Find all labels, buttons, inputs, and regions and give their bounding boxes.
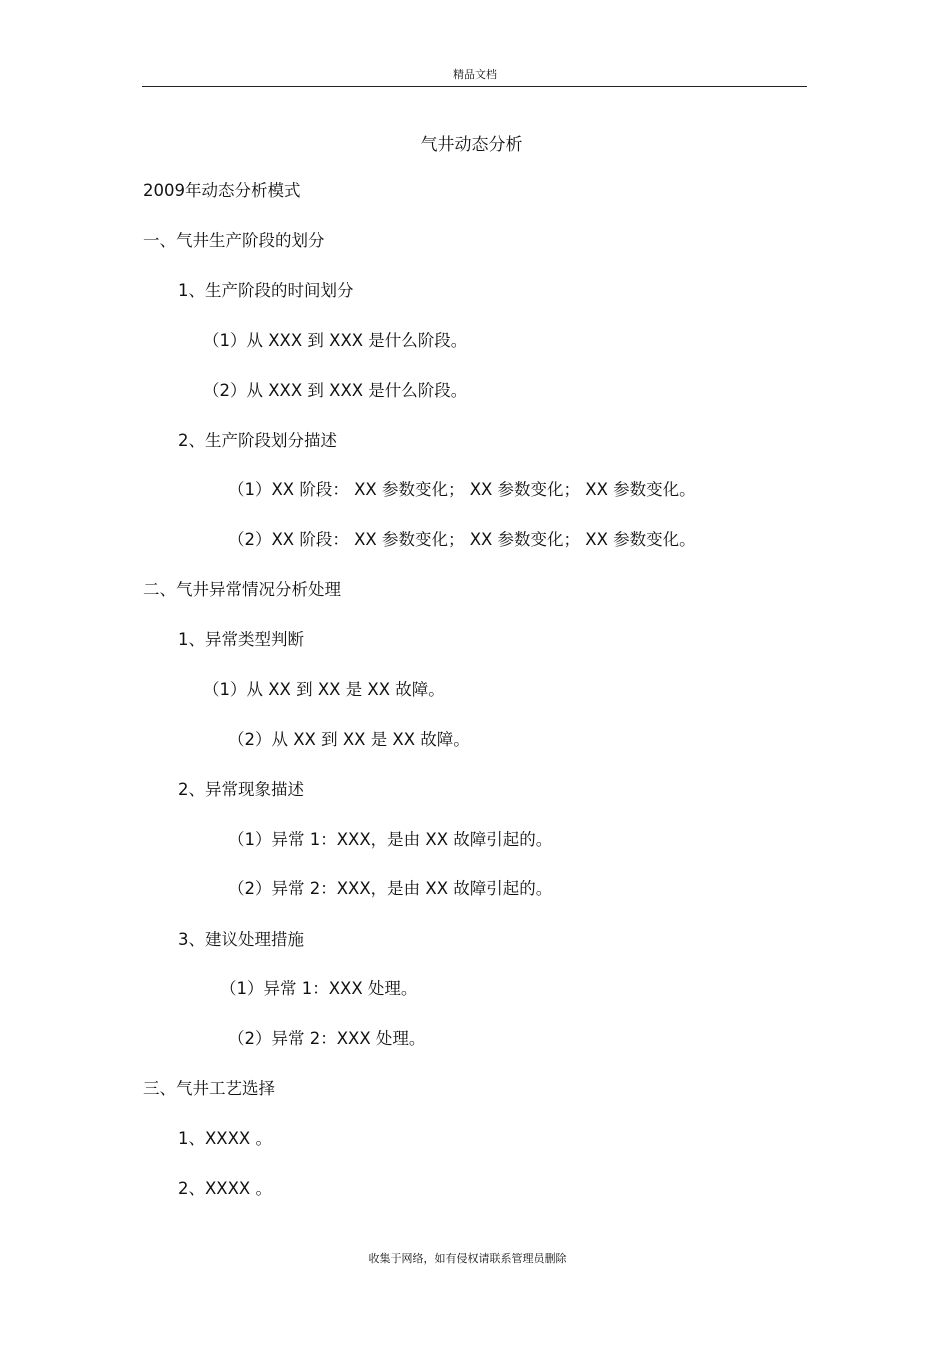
- page-footer: 收集于网络，如有侵权请联系管理员删除: [368, 1252, 567, 1265]
- header-divider: [142, 86, 807, 87]
- list-item: （1）从 XX 到 XX 是 XX 故障。: [203, 680, 445, 699]
- subsection-heading: 1、生产阶段的时间划分: [178, 281, 354, 300]
- document-title: 气井动态分析: [420, 135, 523, 155]
- section-heading: 二、气井异常情况分析处理: [143, 580, 341, 599]
- list-item: （2）从 XX 到 XX 是 XX 故障。: [228, 730, 470, 749]
- list-item: （1）XX 阶段： XX 参数变化； XX 参数变化； XX 参数变化。: [228, 480, 696, 499]
- list-item: （2）XX 阶段： XX 参数变化； XX 参数变化； XX 参数变化。: [228, 530, 696, 549]
- list-item: （2）从 XXX 到 XXX 是什么阶段。: [203, 381, 468, 400]
- subsection-heading: 3、建议处理措施: [178, 930, 304, 949]
- section-heading: 三、气井工艺选择: [143, 1079, 275, 1098]
- list-item: （2）异常 2：XXX 处理。: [228, 1029, 426, 1048]
- list-item: （2）异常 2：XXX，是由 XX 故障引起的。: [228, 879, 553, 898]
- list-item: （1）异常 1：XXX 处理。: [220, 979, 418, 998]
- section-heading: 一、气井生产阶段的划分: [143, 231, 325, 250]
- subsection-heading: 1、异常类型判断: [178, 630, 304, 649]
- list-item: 2、XXXX 。: [178, 1179, 272, 1198]
- subsection-heading: 2、异常现象描述: [178, 780, 304, 799]
- list-item: 1、XXXX 。: [178, 1129, 272, 1148]
- page-header: 精品文档: [453, 68, 497, 81]
- list-item: （1）异常 1：XXX，是由 XX 故障引起的。: [228, 830, 553, 849]
- list-item: （1）从 XXX 到 XXX 是什么阶段。: [203, 331, 468, 350]
- subsection-heading: 2、生产阶段划分描述: [178, 431, 337, 450]
- document-subtitle: 2009年动态分析模式: [143, 181, 301, 200]
